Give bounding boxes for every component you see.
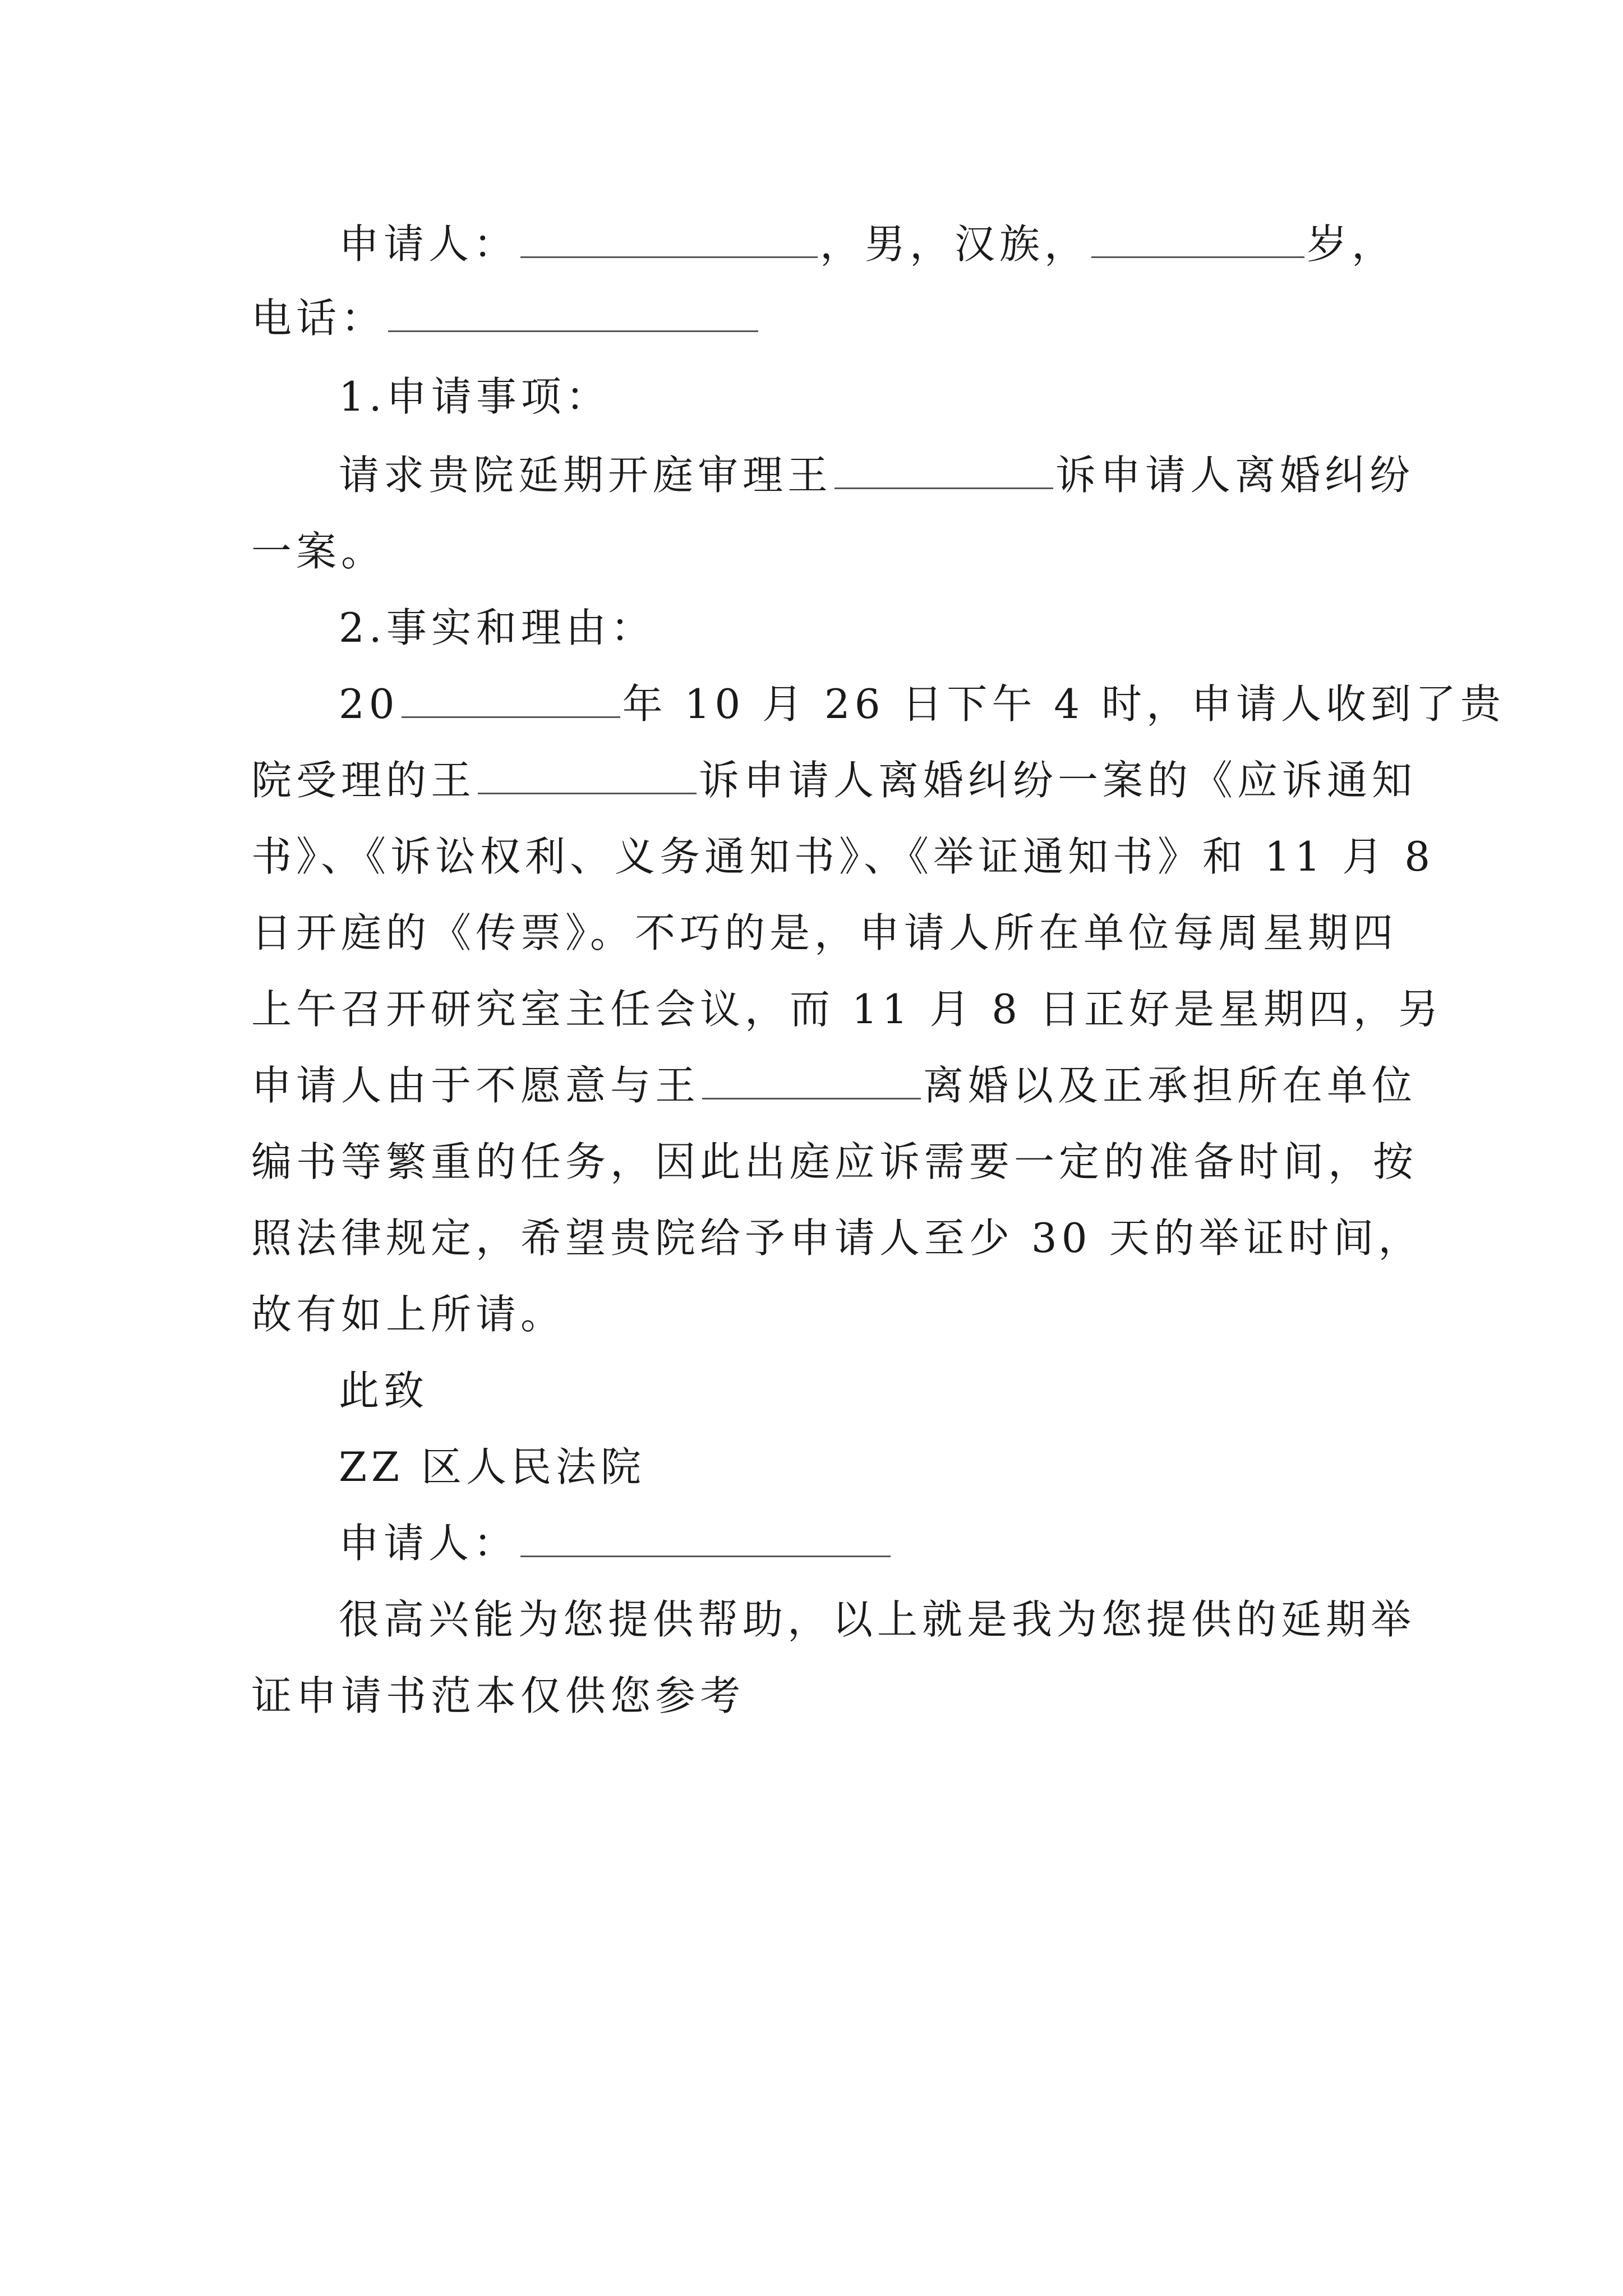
- salutation: 此致: [339, 1367, 429, 1414]
- section1-text: 诉申请人离婚纠纷: [1055, 452, 1415, 499]
- section2-line5: 上午召开研究室主任会议，而 11 月 8 日正好是星期四，另: [251, 986, 1443, 1033]
- section1-text: 请求贵院延期开庭审理王: [339, 452, 833, 499]
- section2-line7: 编书等繁重的任务，因此出庭应诉需要一定的准备时间，按: [251, 1138, 1418, 1185]
- applicant-age-suffix: 岁，: [1307, 220, 1397, 268]
- signature-label: 申请人：: [339, 1520, 519, 1567]
- phone-blank: [388, 295, 758, 332]
- signature-line: [339, 1512, 893, 1574]
- phone-label: 电话：: [251, 295, 386, 342]
- applicant-line: [339, 213, 1396, 275]
- section1-title: 1.申请事项：: [339, 373, 611, 420]
- applicant-age-blank: [1091, 220, 1304, 258]
- section1-body-line1: [339, 444, 1414, 506]
- section2-line9: 故有如上所请。: [251, 1291, 566, 1338]
- applicant-gender: ，男，汉族，: [820, 220, 1090, 268]
- section2-line8: 照法律规定，希望贵院给予申请人至少 30 天的举证时间，: [251, 1214, 1423, 1262]
- section2-line6: [251, 1055, 1417, 1116]
- section2-title: 2.事实和理由：: [339, 604, 656, 651]
- plaintiff-name-blank: [702, 1062, 921, 1099]
- section2-text: 申请人由于不愿意与王: [251, 1062, 700, 1109]
- signature-blank: [520, 1520, 891, 1557]
- applicant-label: 申请人：: [339, 220, 519, 268]
- section2-line3: 书》、《诉讼权利、义务通知书》、《举证通知书》和 11 月 8: [251, 833, 1435, 880]
- section1-body-line2: 一案。: [251, 528, 386, 575]
- plaintiff-name-blank: [834, 452, 1053, 489]
- year-blank: [402, 680, 620, 718]
- section2-line2: [251, 749, 1417, 811]
- phone-line: [251, 287, 760, 349]
- footer-line1: 很高兴能为您提供帮助，以上就是我为您提供的延期举: [339, 1596, 1416, 1643]
- section2-text: 离婚以及正承担所在单位: [923, 1062, 1417, 1109]
- section2-text: 20: [339, 680, 399, 728]
- section2-text: 院受理的王: [251, 757, 476, 804]
- section2-text: 诉申请人离婚纠纷一案的《应诉通知: [699, 757, 1417, 804]
- court-name: ZZ 区人民法院: [339, 1443, 645, 1490]
- section2-line4: 日开庭的《传票》。不巧的是，申请人所在单位每周星期四: [251, 909, 1398, 956]
- plaintiff-name-blank: [478, 757, 697, 794]
- section2-line1: [339, 673, 1505, 735]
- footer-line2: 证申请书范本仅供您参考: [251, 1672, 745, 1719]
- applicant-name-blank: [520, 220, 818, 258]
- section2-text: 年 10 月 26 日下午 4 时，申请人收到了贵: [622, 680, 1505, 728]
